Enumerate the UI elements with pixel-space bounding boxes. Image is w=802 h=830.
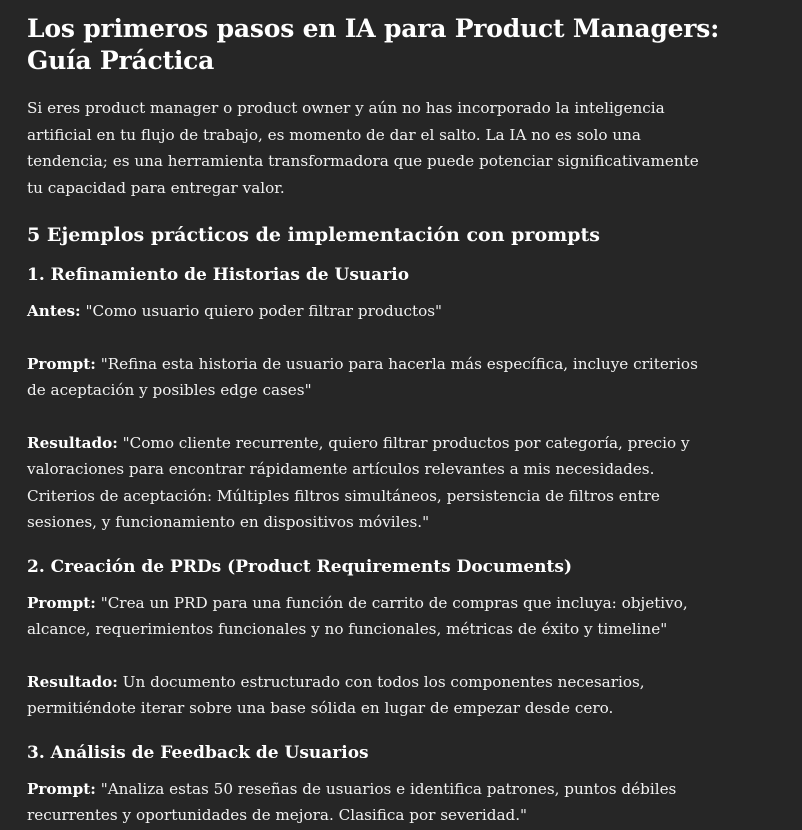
paragraph-label: Prompt: bbox=[27, 354, 96, 373]
example-paragraph bbox=[27, 298, 717, 325]
paragraph-label: Prompt: bbox=[27, 593, 96, 612]
paragraph-text: "Como usuario quiero poder filtrar productos" bbox=[80, 302, 443, 320]
paragraph-text: Un documento estructurado con todos los componentes necesarios, permitiéndote iterar sobre una base sólida en lugar de empezar desde cero. bbox=[27, 672, 645, 717]
paragraph-label: Resultado: bbox=[27, 433, 118, 452]
example-1 bbox=[27, 262, 762, 536]
example-paragraph bbox=[27, 669, 717, 722]
article-title: Los primeros pasos en IA para Product Managers: Guía Práctica bbox=[27, 14, 720, 75]
paragraph-text: "Analiza estas 50 reseñas de usuarios e identifica patrones, puntos débiles recurrentes y oportunidades de mejora. Clasifica por severidad." bbox=[27, 779, 677, 824]
paragraph-text: "Refina esta historia de usuario para hacerla más específica, incluye criterios de aceptación y posibles edge cases" bbox=[27, 354, 698, 399]
example-paragraph bbox=[27, 590, 717, 643]
paragraph-label: Prompt: bbox=[27, 779, 96, 798]
paragraph-label: Antes: bbox=[27, 302, 81, 320]
example-2 bbox=[27, 554, 762, 722]
example-heading: 3. Análisis de Feedback de Usuarios bbox=[27, 742, 369, 763]
example-paragraph bbox=[27, 351, 717, 404]
example-3 bbox=[27, 740, 762, 829]
example-heading: 1. Refinamiento de Historias de Usuario bbox=[27, 265, 410, 285]
example-heading: 2. Creación de PRDs (Product Requirements Documents) bbox=[27, 556, 573, 577]
example-paragraph bbox=[27, 776, 717, 829]
paragraph-text: "Crea un PRD para una función de carrito de compras que incluya: objetivo, alcance, requerimientos funcionales y no funcionales, métricas de éxito y timeline" bbox=[27, 593, 688, 638]
paragraph-label: Resultado: bbox=[27, 672, 118, 691]
paragraph-text: "Como cliente recurrente, quiero filtrar productos por categoría, precio y valoraciones para encontrar rápidamente artículos relevantes a mis necesidades. Criterios de aceptación: Múltiples filtros simultáneos, persistencia de filtros entre sesiones, y funcionamiento en dispositivos móviles." bbox=[27, 433, 690, 531]
example-paragraph bbox=[27, 430, 717, 536]
section-heading: 5 Ejemplos prácticos de implementación con prompts bbox=[27, 224, 600, 246]
intro-paragraph: Si eres product manager o product owner y aún no has incorporado la inteligencia artificial en tu flujo de trabajo, es momento de dar el salto. La IA no es solo una tendencia; es una herramienta transformadora que puede potenciar significativamente tu capacidad para entregar valor. bbox=[27, 99, 699, 197]
